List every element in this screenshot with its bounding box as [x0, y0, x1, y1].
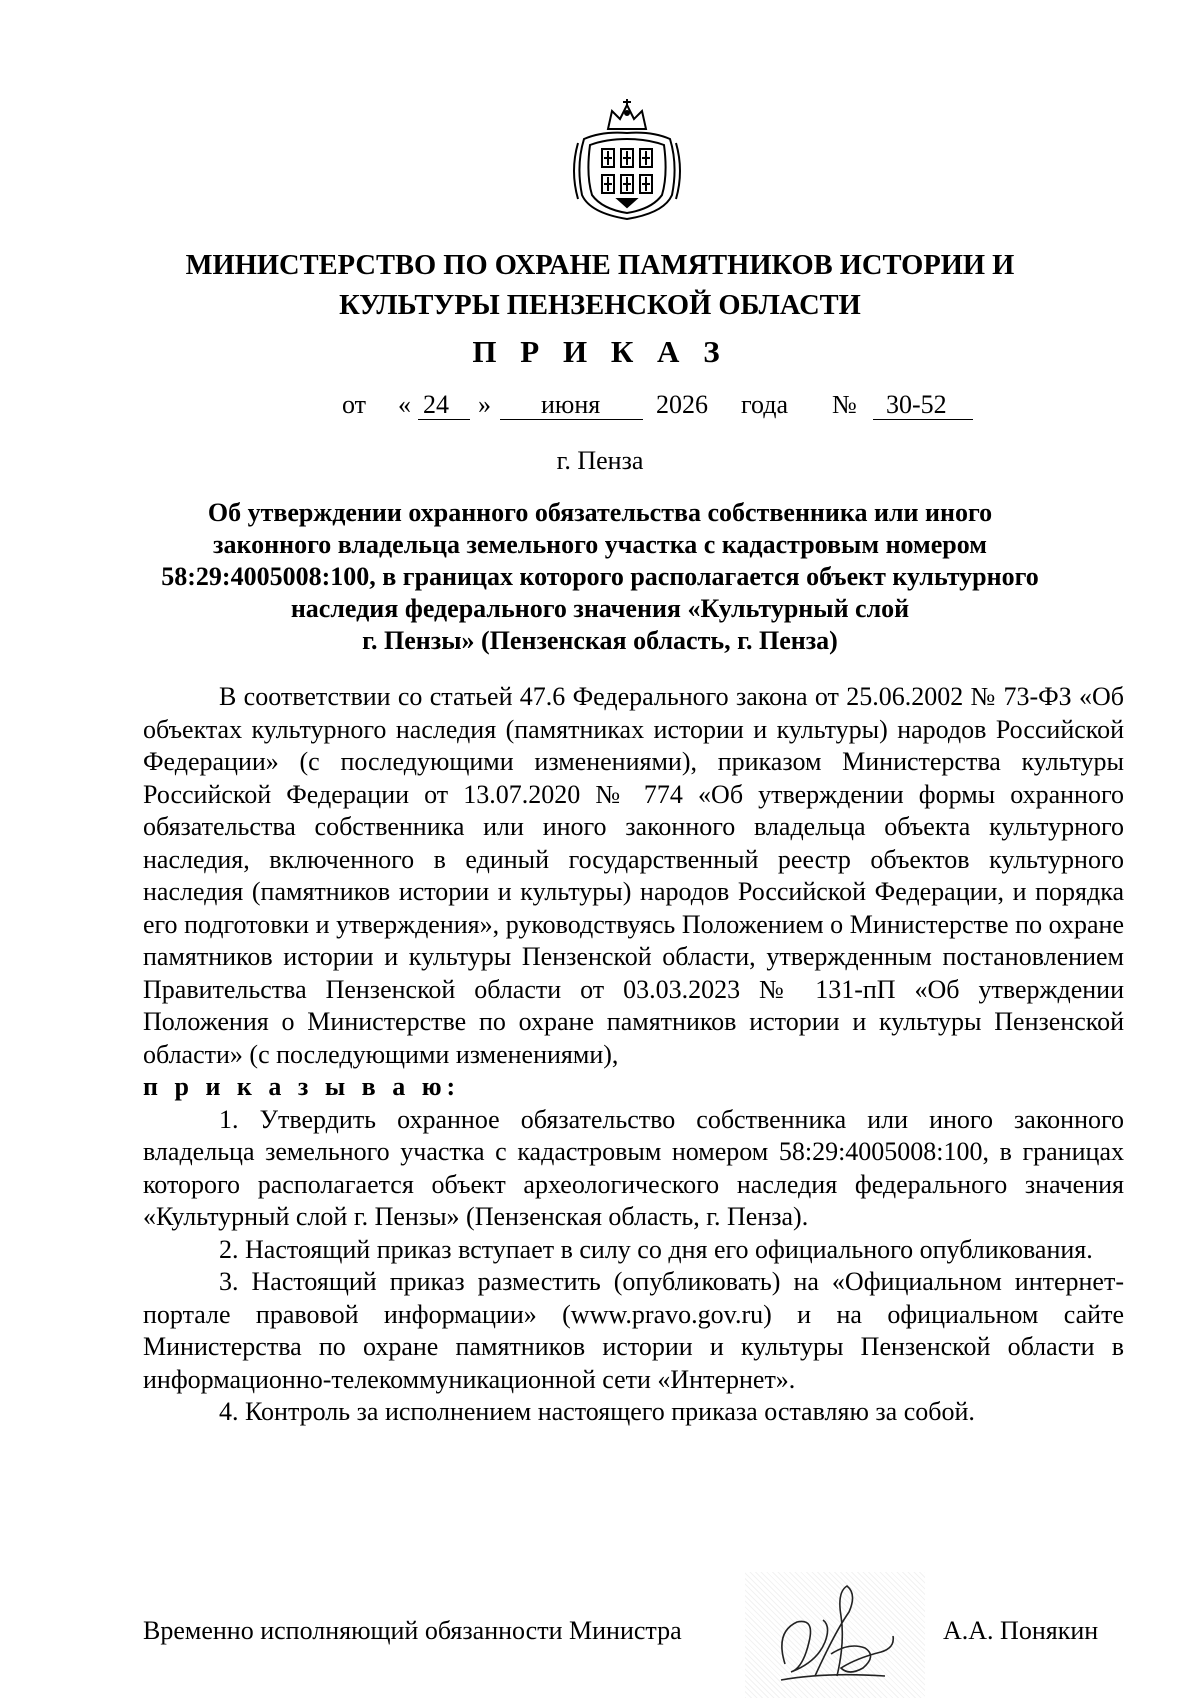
ministry-name-line-1: МИНИСТЕРСТВО ПО ОХРАНЕ ПАМЯТНИКОВ ИСТОРИИ И — [185, 250, 1015, 281]
date-from-label: от — [342, 390, 367, 419]
signatory-name: А.А. Понякин — [943, 1616, 1099, 1645]
subject-line-4: наследия федерального значения «Культурный слой — [290, 594, 910, 623]
day-underline — [418, 419, 470, 420]
date-month: июня — [541, 390, 601, 419]
month-underline — [500, 419, 643, 420]
signature-image — [745, 1572, 925, 1698]
number-underline — [873, 419, 973, 420]
subject-line-2: законного владельца земельного участка с кадастровым номером — [213, 530, 987, 559]
signature-scribble — [745, 1572, 925, 1698]
subject-line-1: Об утверждении охранного обязательства собственника или иного — [207, 498, 993, 527]
order-number: 30-52 — [886, 390, 947, 419]
subject-line-5: г. Пензы» (Пензенская область, г. Пенза) — [362, 626, 838, 655]
order-subject-heading — [130, 497, 1070, 657]
item-2-paragraph: 2. Настоящий приказ вступает в силу со дня его официального опубликования. — [219, 1234, 1093, 1264]
number-sign: № — [832, 390, 857, 419]
order-body — [143, 681, 1124, 1429]
coat-of-arms-icon — [568, 95, 686, 223]
year-word: года — [741, 390, 789, 419]
date-day: 24 — [423, 390, 449, 419]
preamble-paragraph: В соответствии со статьей 47.6 Федерального закона от 25.06.2002 № 73-ФЗ «Об объектах культурного наследия (памятниках истории и культуры) народов Российской Федерации» (с последующими изменениями), приказом Министерства культуры Российской Федерации от 13.07.2020 № 774 «Об утверждении формы охранного обязательства собственника или иного законного владельца объекта культурного наследия, включенного в единый государственный реестр объектов культурного наследия (памятников истории и культуры) народов Российской Федерации, и порядка его подготовки и утверждения», руководствуясь Положением о Министерстве по охране памятников истории и культуры Пензенской области, утвержденным постановлением Правительства Пензенской области от 03.03.2023 № 131-пП «Об утверждении Положения о Министерстве по охране памятников истории и культуры Пензенской области» (с последующими изменениями), — [143, 682, 1124, 1069]
document-type-title: П Р И К А З — [472, 334, 728, 369]
date-close-quote: » — [478, 390, 491, 419]
order-word: п р и к а з ы в а ю: — [143, 1072, 461, 1101]
date-year: 2026 — [656, 390, 708, 419]
ministry-name — [140, 246, 1060, 326]
item-1-paragraph: 1. Утвердить охранное обязательство собственника или иного законного владельца земельного участка с кадастровым номером 58:29:4005008:100, в границах которого располагается объект археологического наследия федерального значения «Культурный слой г. Пензы» (Пензенская область, г. Пенза). — [143, 1104, 1124, 1231]
ministry-name-line-2: КУЛЬТУРЫ ПЕНЗЕНСКОЙ ОБЛАСТИ — [339, 290, 861, 321]
item-4-paragraph: 4. Контроль за исполнением настоящего приказа оставляю за собой. — [219, 1397, 975, 1426]
subject-line-3: 58:29:4005008:100, в границах которого располагается объект культурного — [161, 562, 1039, 591]
signatory-position: Временно исполняющий обязанности Министра — [143, 1616, 682, 1645]
item-3-paragraph: 3. Настоящий приказ разместить (опубликовать) на «Официальном интернет-портале правовой информации» (www.pravo.gov.ru) и на официальном сайте Министерства по охране памятников истории и культуры Пензенской области в информационно-телекоммуникационной сети «Интернет». — [143, 1267, 1124, 1394]
date-open-quote: « — [398, 390, 411, 419]
city-name: г. Пенза — [556, 446, 644, 475]
order-word-paragraph — [143, 1071, 1124, 1104]
